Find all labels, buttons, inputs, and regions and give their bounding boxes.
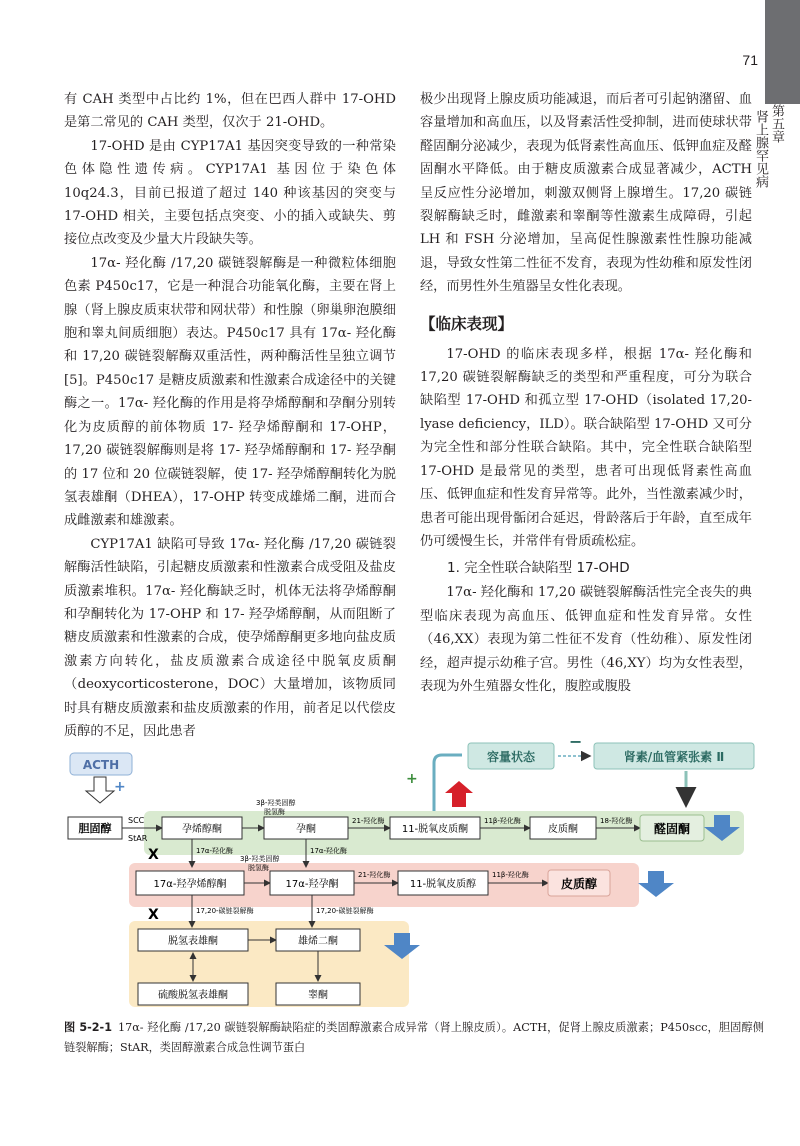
figure-label: 图 5-2-1 [64,1021,112,1034]
subsection-heading: 1. 完全性联合缺陷型 17-OHD [447,560,630,577]
enzyme-3b-top-2: 脱氢酶 [264,808,285,816]
section-heading: 【临床表现】 [420,314,514,333]
page-number: 71 [742,52,758,68]
progesterone: 孕酮 [296,824,316,835]
chapter-title: 肾上腺罕见病 [753,110,768,188]
paragraph: 17α- 羟化酶和 17,20 碳链裂解酶活性完全丧失的典型临床表现为高血压、低钾血症和性发育异常。女性（46,XX）表现为第二性征不发育（性幼稚）、原发性闭经，超声提示幼稚子宫。男性（46,XY）均为女性表型，表现为外生殖器女性化，腹腔或腹股 [420,585,752,694]
block-mark-1: X [148,847,159,863]
dheas: 硫酸脱氢表雄酮 [158,990,228,1001]
chapter-number: 第五章 [769,104,784,143]
pregnenolone: 孕烯醇酮 [182,824,222,835]
enzyme-17a-left: 17α-羟化酶 [196,847,234,855]
chapter-side-tab [753,104,784,188]
steroid-pathway-diagram [64,732,764,1013]
scc-label: SCC [128,816,145,825]
left-column [64,88,396,743]
chapter-tab-bar [765,0,800,104]
star-label: StAR [128,834,148,843]
enzyme-21-top: 21-羟化酶 [352,817,385,825]
testosterone: 睾酮 [308,990,328,1001]
enzyme-21-mid: 21-羟化酶 [358,871,391,879]
renin-angiotensin: 肾素/血管紧张素 Ⅱ [623,750,725,764]
paragraph: 17-OHD 是由 CYP17A1 基因突变导致的一种常染色体隐性遗传病。CYP17A1 基因位于染色体 10q24.3，目前已报道了超过 140 种该基因的突变与 17-OHD 相关，主要包括点突变、小的插入或缺失、剪接位点改变及少量大片段缺失等。 [64,138,396,248]
enzyme-17a-right: 17α-羟化酶 [310,847,348,855]
figure-caption [64,1018,764,1058]
feedback-plus: + [406,771,418,787]
deoxycorticosterone: 11-脱氧皮质酮 [401,824,469,835]
paragraph: 极少出现肾上腺皮质功能减退，而后者可引起钠潴留、血容量增加和高血压，以及肾素活性受抑制，进而使球状带醛固酮分泌减少，表现为低肾素性高血压、低钾血症及醛固酮水平降低。由于糖皮质激素合成显著减少，ACTH 呈反应性分泌增加，刺激双侧肾上腺增生。17,20 碳链裂解酶缺乏时，雌激素和睾酮等性激素生成障碍，引起 LH 和 FSH 分泌增加，呈高促性腺激素性性腺功能减退，导致女性第二性征不发育，表现为性幼稚和原发性闭经，而男性外生殖器呈女性化表现。 [420,92,752,295]
enzyme-3b-mid-1: 3β-羟类固醇 [240,855,280,863]
feedback-minus: − [569,732,583,751]
block-mark-2: X [148,907,159,923]
enzyme-3b-mid-2: 脱氢酶 [248,864,269,872]
red-up-arrow [445,781,473,807]
oh-progesterone: 17α-羟孕酮 [285,879,339,890]
paragraph: 17-OHD 的临床表现多样，根据 17α- 羟化酶和 17,20 碳链裂解酶缺乏的类型和严重程度，可分为联合缺陷型 17-OHD 和孤立型 17-OHD（isolated 17,20-lyase deficiency，ILD）。联合缺陷型 17-OHD 又可分为完全性和部分性联合缺陷。其中，完全性联合缺陷型 17-OHD 是最常见的类型，患者可出现低肾素性高血压、低钾血症和性发育异常等。此外，当性激素减少时，患者可能出现骨骺闭合延迟，骨龄落后于年龄，直至成年仍可缓慢生长，并常伴有骨质疏松症。 [420,346,752,549]
acth-plus: + [114,779,126,795]
corticosterone: 皮质酮 [548,824,578,835]
cortisol: 皮质醇 [560,877,598,891]
deoxycortisol: 11-脱氧皮质醇 [409,879,477,890]
right-column [420,88,752,698]
aldosterone: 醛固酮 [653,822,691,836]
cortisol-down-arrow [638,871,674,897]
paragraph: 17α- 羟化酶 /17,20 碳链裂解酶是一种微粒体细胞色素 P450c17，它是一种混合功能氧化酶，主要在肾上腺（肾上腺皮质束状带和网状带）和性腺（卵巢卵泡膜细胞和睾丸间质细胞）表达。P450c17 具有 17α- 羟化酶和 17,20 碳链裂解酶双重活性，两种酶活性呈独立调节[5]。P450c17 是糖皮质激素和性激素合成途径中的关键酶之一。17α- 羟化酶的作用是将孕烯醇酮和孕酮分别转化为皮质醇的前体物质 17- 羟孕烯醇酮和 17-OHP，17,20 碳链裂解酶则是将 17- 羟孕烯醇酮和 17- 羟孕酮的 17 位和 20 位碳链裂解，使 17- 羟孕烯醇酮转化为脱氢表雄酮（DHEA），17-OHP 转变成雄烯二酮，进而合成雌激素和雄激素。 [64,255,396,529]
paragraph: CYP17A1 缺陷可导致 17α- 羟化酶 /17,20 碳链裂解酶活性缺陷，引起糖皮质激素和性激素合成受阻及盐皮质激素堆积。17α- 羟化酶缺乏时，机体无法将孕烯醇酮和孕酮转化为 17-OHP 和 17- 羟孕烯醇酮，从而阻断了糖皮质激素和性激素的合成，使孕烯醇酮更多地向盐皮质激素方向转化，盐皮质激素合成途径中脱氧皮质酮（deoxycorticosterone，DOC）大量增加，该物质同时具有糖皮质激素和盐皮质激素的作用，前者足以代偿皮质醇的不足，因此患者 [64,536,396,739]
enzyme-1720-right: 17,20-碳链裂解酶 [316,907,374,915]
cholesterol: 胆固醇 [78,822,112,835]
paragraph: 有 CAH 类型中占比约 1%，但在巴西人群中 17-OHD 是第二常见的 CAH 类型，仅次于 21-OHD。 [64,92,396,131]
enzyme-11b-mid: 11β-羟化酶 [492,871,529,879]
enzyme-3b-top-1: 3β-羟类固醇 [256,799,296,807]
acth-label: ACTH [82,758,120,772]
androstenedione: 雄烯二酮 [298,936,338,947]
enzyme-18: 18-羟化酶 [600,817,633,825]
enzyme-1720-left: 17,20-碳链裂解酶 [196,907,254,915]
volume-state: 容量状态 [486,750,536,764]
dhea: 脱氢表雄酮 [168,936,218,947]
enzyme-11b-top: 11β-羟化酶 [484,817,521,825]
acth-arrow [86,777,114,803]
oh-pregnenolone: 17α-羟孕烯醇酮 [153,879,227,890]
caption-text: 17α- 羟化酶 /17,20 碳链裂解酶缺陷症的类固醇激素合成异常（肾上腺皮质）。ACTH，促肾上腺皮质激素；P450scc，胆固醇侧链裂解酶；StAR，类固醇激素合成急性调节蛋白 [64,1021,764,1054]
